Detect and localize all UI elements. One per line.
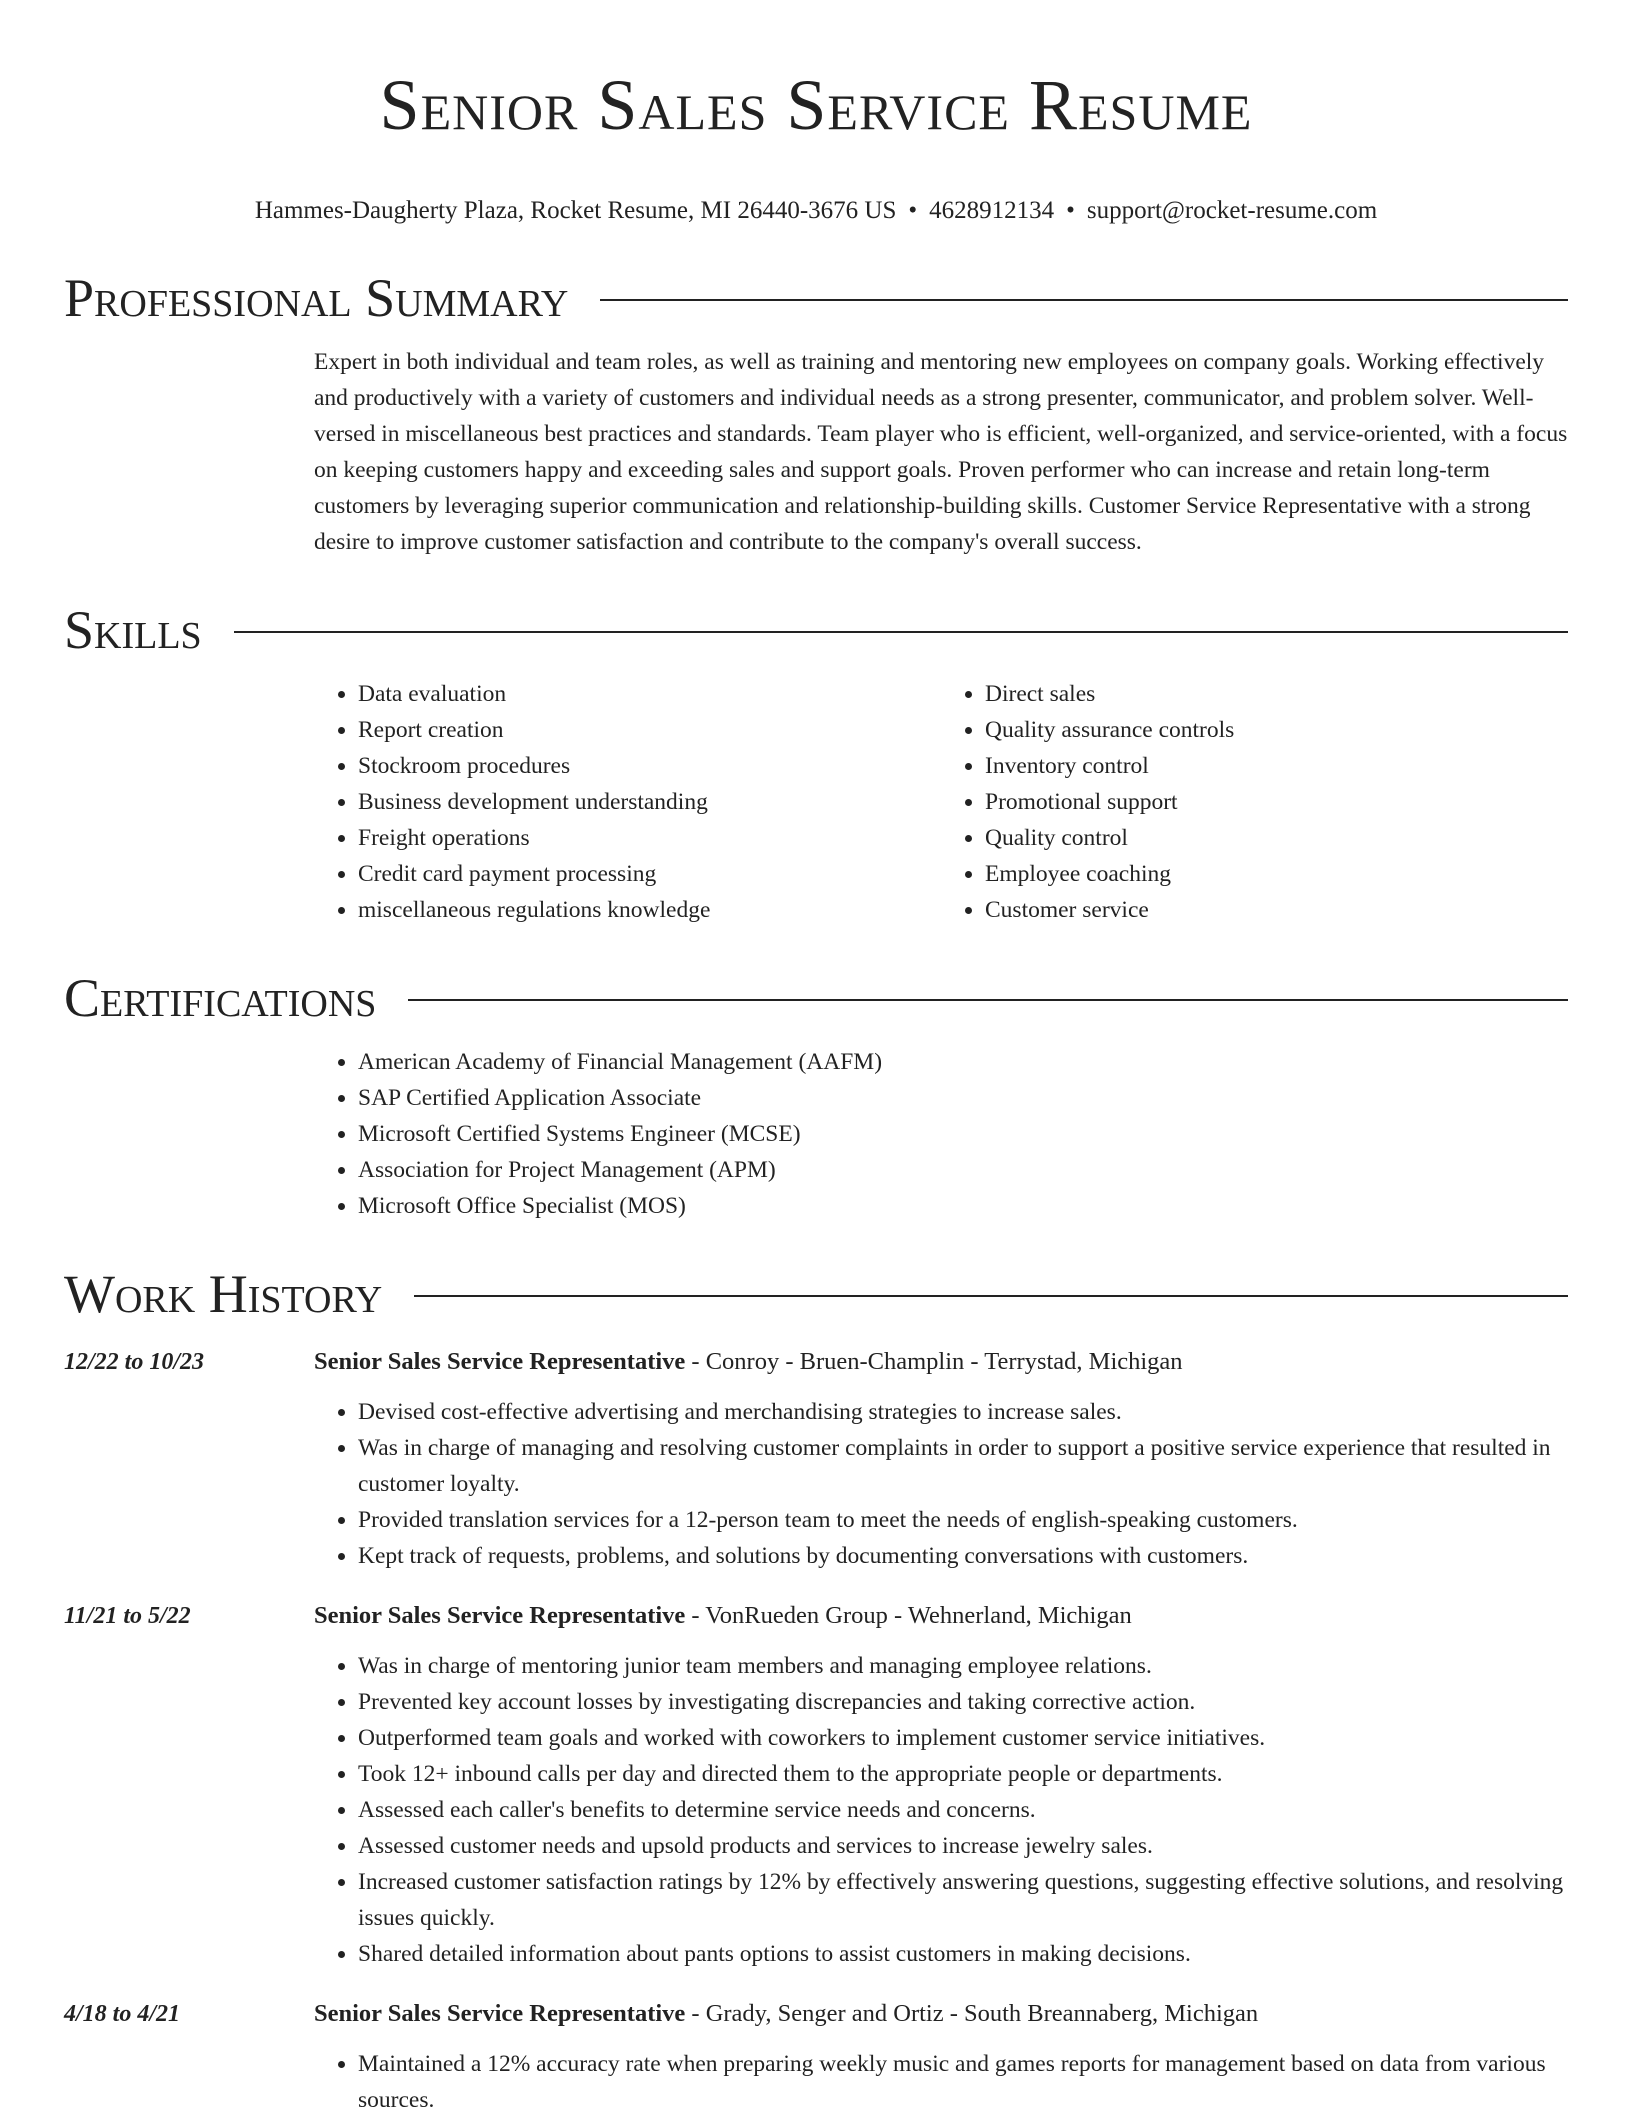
skills-heading: Skills [64,600,202,660]
job-bullet: • Devised cost-effective advertising and merchandising strategies to increase sales. [358,1394,1568,1430]
skill-item: • Customer service [985,892,1568,928]
job-dates: 4/18 to 4/21 [64,2001,181,2027]
job-bullet: • Assessed customer needs and upsold products and services to increase jewelry sales. [358,1828,1568,1864]
job-details [314,1344,1568,1574]
job-entry [64,1996,1568,2118]
skill-item: • Freight operations [358,820,941,856]
skills-section-header [64,596,1568,664]
skill-item: • Business development understanding [358,784,941,820]
summary-section-header [64,264,1568,332]
skill-item: • Employee coaching [985,856,1568,892]
contact-email: support@rocket-resume.com [1086,197,1378,224]
certification-item: • SAP Certified Application Associate [358,1080,1568,1116]
certifications-list [314,1044,1568,1224]
certification-item: • Microsoft Office Specialist (MOS) [358,1188,1568,1224]
section-divider [414,1295,1568,1297]
skill-item: • Data evaluation [358,676,941,712]
job-entry [64,1344,1568,1574]
contact-address: Hammes-Daugherty Plaza, Rocket Resume, MI 26440-3676 US [254,197,897,224]
section-divider [234,631,1568,633]
job-heading [314,1598,1568,1634]
skill-item: • Direct sales [985,676,1568,712]
summary-text: Expert in both individual and team roles, as well as training and mentoring new employees on company goals. Working effectively and productively with a variety of customers and individual needs as a strong presenter, communicator, and problem solver. Well-versed in miscellaneous best practices and standards. Team player who is efficient, well-organized, and service-oriented, with a focus on keeping customers happy and exceeding sales and support goals. Proven performer who can increase and retain long-term customers by leveraging superior communication and relationship-building skills. Customer Service Representative with a strong desire to improve customer satisfaction and contribute to the company's overall success. [314,349,1568,555]
skill-item: • Report creation [358,712,941,748]
job-bullets [314,1648,1568,1972]
summary-heading: Professional Summary [64,268,569,328]
job-role: Senior Sales Service Representative [314,1348,686,1375]
job-bullet: • Outperformed team goals and worked with coworkers to implement customer service initiatives. [358,1720,1568,1756]
section-divider [408,999,1568,1001]
skill-item: • Promotional support [985,784,1568,820]
job-company: - VonRueden Group - Wehnerland, Michigan [685,1602,1132,1629]
section-divider [600,299,1568,301]
job-company: - Grady, Senger and Ortiz - South Breannaberg, Michigan [685,2000,1259,2027]
job-bullets [314,2046,1568,2118]
contact-line [64,194,1568,228]
skill-item: • Quality control [985,820,1568,856]
job-company: - Conroy - Bruen-Champlin - Terrystad, Michigan [685,1348,1183,1375]
job-dates: 12/22 to 10/23 [64,1349,205,1375]
job-role: Senior Sales Service Representative [314,1602,686,1629]
job-bullet: • Assessed each caller's benefits to determine service needs and concerns. [358,1792,1568,1828]
skill-item: • Credit card payment processing [358,856,941,892]
job-entry [64,1598,1568,1972]
job-role: Senior Sales Service Representative [314,2000,686,2027]
contact-separator: • [908,197,918,224]
work-history-list [64,1344,1568,2118]
job-bullet: • Prevented key account losses by investigating discrepancies and taking corrective action. [358,1684,1568,1720]
resume-title: Senior Sales Service Resume [379,65,1253,145]
job-bullet: • Was in charge of mentoring junior team members and managing employee relations. [358,1648,1568,1684]
contact-separator: • [1066,197,1075,224]
skills-list [314,676,1568,928]
certifications-bullets [314,1044,1568,1224]
certification-item: • Microsoft Certified Systems Engineer (MCSE) [358,1116,1568,1152]
skills-column-left [314,676,941,928]
work-history-section-header [64,1260,1568,1328]
job-bullet: • Provided translation services for a 12-person team to meet the needs of english-speaking customers. [358,1502,1568,1538]
job-details [314,1996,1568,2118]
job-details [314,1598,1568,1972]
certification-item: • American Academy of Financial Management (AAFM) [358,1044,1568,1080]
work-history-heading: Work History [64,1264,383,1324]
certifications-section-header [64,964,1568,1032]
skill-item: • Quality assurance controls [985,712,1568,748]
skill-item: • Stockroom procedures [358,748,941,784]
skill-item: • Inventory control [985,748,1568,784]
certifications-heading: Certifications [64,968,377,1028]
job-bullet: • Kept track of requests, problems, and solutions by documenting conversations with customers. [358,1538,1568,1574]
job-bullet: • Maintained a 12% accuracy rate when preparing weekly music and games reports for management based on data from various sources. [358,2046,1568,2118]
job-heading [314,1996,1568,2032]
contact-phone: 4628912134 [929,197,1055,224]
certification-item: • Association for Project Management (APM) [358,1152,1568,1188]
skill-item: • miscellaneous regulations knowledge [358,892,941,928]
job-bullet: • Shared detailed information about pants options to assist customers in making decisions. [358,1936,1568,1972]
job-bullet: • Was in charge of managing and resolving customer complaints in order to support a positive service experience that resulted in customer loyalty. [358,1430,1568,1502]
job-heading [314,1344,1568,1380]
job-dates: 11/21 to 5/22 [64,1603,191,1629]
job-bullet: • Increased customer satisfaction ratings by 12% by effectively answering questions, suggesting effective solutions, and resolving issues quickly. [358,1864,1568,1936]
job-bullets [314,1394,1568,1574]
job-bullet: • Took 12+ inbound calls per day and directed them to the appropriate people or departments. [358,1756,1568,1792]
skills-column-right [941,676,1568,928]
